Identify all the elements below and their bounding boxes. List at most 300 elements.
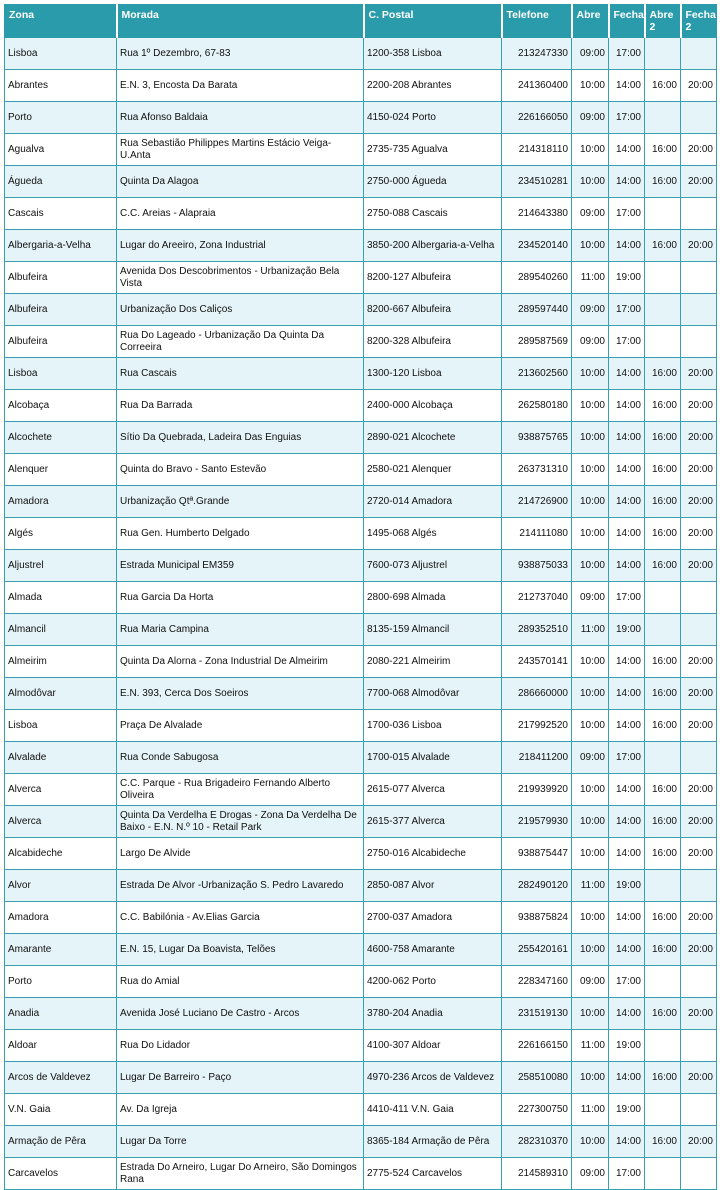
cell-morada: Urbanização Qtª.Grande [117,486,364,518]
cell-fecha-2: 20:00 [681,358,717,390]
cell-fecha-2: 20:00 [681,774,717,806]
cell-codigo-postal: 2750-016 Alcabideche [364,838,502,870]
cell-abre-2: 16:00 [645,1126,681,1158]
cell-abre: 10:00 [572,230,609,262]
table-row [5,582,717,614]
cell-morada: Quinta Da Verdelha E Drogas - Zona Da Verdelha De Baixo - E.N. N.º 10 - Retail Park [117,806,364,838]
cell-fecha: 17:00 [609,1158,645,1190]
cell-zona: Almeirim [5,646,117,678]
cell-abre-2: 16:00 [645,70,681,102]
cell-morada: Avenida Dos Descobrimentos - Urbanização Bela Vista [117,262,364,294]
cell-abre-2: 16:00 [645,646,681,678]
cell-morada: E.N. 3, Encosta Da Barata [117,70,364,102]
cell-abre-2: 16:00 [645,838,681,870]
cell-fecha-2: 20:00 [681,166,717,198]
cell-codigo-postal: 2890-021 Alcochete [364,422,502,454]
cell-codigo-postal: 4100-307 Aldoar [364,1030,502,1062]
cell-telefone: 213247330 [502,38,572,70]
cell-zona: Albufeira [5,262,117,294]
cell-morada: Rua Afonso Baldaia [117,102,364,134]
table-body [5,38,717,1190]
cell-morada: Quinta Da Alorna - Zona Industrial De Almeirim [117,646,364,678]
cell-abre: 09:00 [572,198,609,230]
cell-zona: Amarante [5,934,117,966]
cell-codigo-postal: 2750-088 Cascais [364,198,502,230]
cell-telefone: 214318110 [502,134,572,166]
cell-abre: 10:00 [572,550,609,582]
header-abre-2: Abre 2 [645,5,681,38]
cell-zona: Almancil [5,614,117,646]
cell-morada: Estrada De Alvor -Urbanização S. Pedro Lavaredo [117,870,364,902]
cell-morada: Rua Conde Sabugosa [117,742,364,774]
cell-telefone: 289587569 [502,326,572,358]
cell-morada: E.N. 393, Cerca Dos Soeiros [117,678,364,710]
cell-codigo-postal: 2850-087 Alvor [364,870,502,902]
cell-fecha-2: 20:00 [681,838,717,870]
cell-fecha: 14:00 [609,902,645,934]
cell-morada: Rua Do Lidador [117,1030,364,1062]
cell-fecha: 14:00 [609,134,645,166]
cell-abre: 10:00 [572,806,609,838]
table-row [5,198,717,230]
cell-telefone: 938875765 [502,422,572,454]
cell-codigo-postal: 2720-014 Amadora [364,486,502,518]
cell-codigo-postal: 1700-015 Alvalade [364,742,502,774]
table-row [5,678,717,710]
cell-abre: 10:00 [572,678,609,710]
cell-abre: 10:00 [572,998,609,1030]
cell-fecha-2: 20:00 [681,934,717,966]
cell-telefone: 227300750 [502,1094,572,1126]
cell-fecha: 14:00 [609,550,645,582]
cell-telefone: 234520140 [502,230,572,262]
cell-telefone: 243570141 [502,646,572,678]
cell-morada: Rua Gen. Humberto Delgado [117,518,364,550]
table-row [5,806,717,838]
cell-codigo-postal: 2615-377 Alverca [364,806,502,838]
cell-abre-2: 16:00 [645,550,681,582]
cell-abre: 10:00 [572,166,609,198]
cell-codigo-postal: 4410-411 V.N. Gaia [364,1094,502,1126]
cell-codigo-postal: 8200-127 Albufeira [364,262,502,294]
table-row [5,102,717,134]
cell-telefone: 217992520 [502,710,572,742]
cell-fecha: 14:00 [609,486,645,518]
cell-abre: 10:00 [572,934,609,966]
cell-abre: 10:00 [572,1126,609,1158]
cell-fecha-2: 20:00 [681,806,717,838]
cell-abre: 10:00 [572,710,609,742]
cell-abre: 09:00 [572,326,609,358]
table-row [5,1030,717,1062]
cell-zona: V.N. Gaia [5,1094,117,1126]
table-row [5,742,717,774]
header-zona: Zona [5,5,117,38]
cell-fecha: 19:00 [609,1030,645,1062]
cell-telefone: 938875447 [502,838,572,870]
cell-telefone: 289352510 [502,614,572,646]
cell-morada: Lugar do Areeiro, Zona Industrial [117,230,364,262]
cell-fecha-2: 20:00 [681,1062,717,1094]
cell-morada: Rua Da Barrada [117,390,364,422]
cell-abre: 11:00 [572,614,609,646]
cell-morada: Rua do Amial [117,966,364,998]
cell-zona: Albufeira [5,326,117,358]
cell-fecha: 14:00 [609,806,645,838]
cell-abre: 10:00 [572,518,609,550]
cell-abre: 10:00 [572,838,609,870]
cell-zona: Lisboa [5,38,117,70]
cell-zona: Agualva [5,134,117,166]
cell-morada: Quinta Da Alagoa [117,166,364,198]
cell-fecha: 19:00 [609,1094,645,1126]
table-row [5,326,717,358]
table-row [5,70,717,102]
cell-morada: Avenida José Luciano De Castro - Arcos [117,998,364,1030]
cell-fecha-2 [681,966,717,998]
cell-fecha-2: 20:00 [681,390,717,422]
cell-zona: Anadia [5,998,117,1030]
cell-fecha: 17:00 [609,294,645,326]
cell-abre-2 [645,582,681,614]
cell-abre-2: 16:00 [645,998,681,1030]
cell-morada: Rua Maria Campina [117,614,364,646]
header-morada: Morada [117,5,364,38]
cell-fecha-2: 20:00 [681,230,717,262]
table-row [5,998,717,1030]
cell-fecha: 17:00 [609,326,645,358]
cell-morada: C.C. Babilónia - Av.Elias Garcia [117,902,364,934]
cell-fecha: 14:00 [609,998,645,1030]
cell-abre: 09:00 [572,1158,609,1190]
cell-fecha: 17:00 [609,102,645,134]
cell-zona: Lisboa [5,358,117,390]
cell-zona: Amadora [5,902,117,934]
cell-fecha-2: 20:00 [681,710,717,742]
cell-fecha-2: 20:00 [681,454,717,486]
cell-abre-2: 16:00 [645,678,681,710]
cell-codigo-postal: 3780-204 Anadia [364,998,502,1030]
table-row [5,262,717,294]
table-row [5,838,717,870]
table-row [5,486,717,518]
cell-morada: Urbanização Dos Caliços [117,294,364,326]
cell-codigo-postal: 4600-758 Amarante [364,934,502,966]
cell-abre-2: 16:00 [645,710,681,742]
cell-abre-2 [645,326,681,358]
cell-telefone: 219939920 [502,774,572,806]
cell-telefone: 258510080 [502,1062,572,1094]
cell-abre-2: 16:00 [645,1062,681,1094]
table-row [5,454,717,486]
table-row [5,390,717,422]
cell-codigo-postal: 8200-667 Albufeira [364,294,502,326]
cell-telefone: 213602560 [502,358,572,390]
cell-telefone: 212737040 [502,582,572,614]
cell-fecha: 17:00 [609,38,645,70]
cell-abre-2: 16:00 [645,358,681,390]
cell-telefone: 263731310 [502,454,572,486]
cell-fecha: 14:00 [609,70,645,102]
cell-fecha: 19:00 [609,262,645,294]
cell-codigo-postal: 1200-358 Lisboa [364,38,502,70]
cell-fecha: 19:00 [609,870,645,902]
table-row [5,774,717,806]
header-fecha-2: Fecha 2 [681,5,717,38]
cell-zona: Alvor [5,870,117,902]
cell-morada: Estrada Do Arneiro, Lugar Do Arneiro, São Domingos Rana [117,1158,364,1190]
cell-abre: 10:00 [572,358,609,390]
table-row [5,1094,717,1126]
cell-abre: 10:00 [572,70,609,102]
cell-fecha: 14:00 [609,710,645,742]
header-codigo-postal: C. Postal [364,5,502,38]
cell-abre-2: 16:00 [645,390,681,422]
table-row [5,646,717,678]
cell-codigo-postal: 3850-200 Albergaria-a-Velha [364,230,502,262]
cell-abre: 10:00 [572,390,609,422]
cell-abre: 11:00 [572,262,609,294]
cell-abre: 09:00 [572,38,609,70]
cell-fecha-2: 20:00 [681,486,717,518]
cell-zona: Cascais [5,198,117,230]
store-locations-table [4,4,717,1190]
cell-telefone: 289597440 [502,294,572,326]
cell-fecha: 17:00 [609,966,645,998]
cell-morada: E.N. 15, Lugar Da Boavista, Telões [117,934,364,966]
cell-fecha: 14:00 [609,678,645,710]
cell-morada: Rua Garcia Da Horta [117,582,364,614]
cell-fecha: 14:00 [609,774,645,806]
cell-codigo-postal: 2775-524 Carcavelos [364,1158,502,1190]
cell-fecha-2 [681,614,717,646]
cell-fecha-2: 20:00 [681,422,717,454]
cell-abre: 10:00 [572,134,609,166]
cell-telefone: 214726900 [502,486,572,518]
cell-codigo-postal: 1700-036 Lisboa [364,710,502,742]
cell-fecha: 14:00 [609,454,645,486]
cell-fecha: 14:00 [609,838,645,870]
cell-fecha-2 [681,326,717,358]
cell-abre: 10:00 [572,422,609,454]
cell-zona: Alcochete [5,422,117,454]
header-fecha: Fecha [609,5,645,38]
cell-fecha: 14:00 [609,230,645,262]
cell-morada: Rua Cascais [117,358,364,390]
cell-telefone: 218411200 [502,742,572,774]
cell-abre: 09:00 [572,102,609,134]
cell-codigo-postal: 2735-735 Agualva [364,134,502,166]
cell-codigo-postal: 2080-221 Almeirim [364,646,502,678]
cell-codigo-postal: 8135-159 Almancil [364,614,502,646]
cell-zona: Amadora [5,486,117,518]
cell-abre: 11:00 [572,870,609,902]
cell-fecha: 14:00 [609,934,645,966]
cell-fecha-2: 20:00 [681,518,717,550]
cell-abre-2: 16:00 [645,934,681,966]
cell-abre-2 [645,198,681,230]
cell-abre: 11:00 [572,1030,609,1062]
table-row [5,1062,717,1094]
table-row [5,38,717,70]
cell-abre-2: 16:00 [645,166,681,198]
cell-fecha-2 [681,198,717,230]
cell-zona: Porto [5,102,117,134]
cell-abre: 09:00 [572,742,609,774]
cell-zona: Lisboa [5,710,117,742]
cell-telefone: 214643380 [502,198,572,230]
cell-zona: Abrantes [5,70,117,102]
cell-fecha: 14:00 [609,358,645,390]
cell-abre: 10:00 [572,486,609,518]
table-header [5,5,717,38]
cell-zona: Algés [5,518,117,550]
cell-fecha: 14:00 [609,390,645,422]
cell-fecha-2: 20:00 [681,998,717,1030]
cell-zona: Águeda [5,166,117,198]
header-row [5,5,717,38]
cell-telefone: 282310370 [502,1126,572,1158]
cell-zona: Almada [5,582,117,614]
cell-fecha-2: 20:00 [681,550,717,582]
table-row [5,614,717,646]
table-row [5,134,717,166]
cell-abre-2 [645,1158,681,1190]
cell-abre: 10:00 [572,774,609,806]
table-row [5,902,717,934]
cell-fecha-2: 20:00 [681,134,717,166]
cell-zona: Alcabideche [5,838,117,870]
cell-abre: 11:00 [572,1094,609,1126]
table-row [5,422,717,454]
cell-fecha-2 [681,294,717,326]
cell-abre-2 [645,614,681,646]
header-telefone: Telefone [502,5,572,38]
table-row [5,1126,717,1158]
cell-abre-2: 16:00 [645,230,681,262]
cell-abre-2 [645,102,681,134]
cell-telefone: 214589310 [502,1158,572,1190]
cell-fecha: 19:00 [609,614,645,646]
cell-fecha-2 [681,1094,717,1126]
cell-codigo-postal: 4200-062 Porto [364,966,502,998]
cell-abre-2 [645,870,681,902]
cell-telefone: 226166150 [502,1030,572,1062]
cell-fecha: 17:00 [609,582,645,614]
table-row [5,294,717,326]
cell-fecha-2 [681,1158,717,1190]
cell-codigo-postal: 2580-021 Alenquer [364,454,502,486]
cell-abre-2 [645,294,681,326]
cell-fecha-2: 20:00 [681,646,717,678]
cell-abre: 09:00 [572,294,609,326]
cell-fecha-2 [681,262,717,294]
cell-zona: Porto [5,966,117,998]
cell-fecha: 14:00 [609,1126,645,1158]
cell-fecha-2: 20:00 [681,902,717,934]
cell-morada: Av. Da Igreja [117,1094,364,1126]
cell-codigo-postal: 2750-000 Águeda [364,166,502,198]
table-row [5,166,717,198]
cell-abre: 09:00 [572,582,609,614]
cell-telefone: 228347160 [502,966,572,998]
cell-codigo-postal: 8365-184 Armação de Pêra [364,1126,502,1158]
table-row [5,966,717,998]
table-row [5,1158,717,1190]
cell-zona: Alcobaça [5,390,117,422]
cell-codigo-postal: 1495-068 Algés [364,518,502,550]
cell-fecha: 17:00 [609,742,645,774]
cell-abre-2: 16:00 [645,454,681,486]
cell-codigo-postal: 2700-037 Amadora [364,902,502,934]
cell-telefone: 255420161 [502,934,572,966]
cell-fecha-2 [681,870,717,902]
cell-zona: Alenquer [5,454,117,486]
cell-abre-2: 16:00 [645,518,681,550]
cell-morada: Praça De Alvalade [117,710,364,742]
cell-telefone: 231519130 [502,998,572,1030]
cell-telefone: 241360400 [502,70,572,102]
cell-telefone: 282490120 [502,870,572,902]
cell-codigo-postal: 2400-000 Alcobaça [364,390,502,422]
cell-abre-2: 16:00 [645,422,681,454]
table-row [5,934,717,966]
cell-fecha: 14:00 [609,518,645,550]
cell-fecha-2 [681,102,717,134]
cell-fecha: 14:00 [609,646,645,678]
cell-abre-2: 16:00 [645,134,681,166]
cell-abre: 10:00 [572,454,609,486]
cell-abre: 10:00 [572,902,609,934]
header-abre: Abre [572,5,609,38]
table-row [5,710,717,742]
cell-codigo-postal: 4970-236 Arcos de Valdevez [364,1062,502,1094]
cell-codigo-postal: 4150-024 Porto [364,102,502,134]
cell-telefone: 262580180 [502,390,572,422]
cell-abre-2 [645,1030,681,1062]
cell-zona: Carcavelos [5,1158,117,1190]
cell-abre-2 [645,742,681,774]
cell-zona: Almodôvar [5,678,117,710]
cell-zona: Aljustrel [5,550,117,582]
cell-abre-2 [645,262,681,294]
cell-zona: Alverca [5,774,117,806]
table-row [5,870,717,902]
table-row [5,230,717,262]
cell-abre-2: 16:00 [645,774,681,806]
cell-fecha: 14:00 [609,166,645,198]
cell-abre-2: 16:00 [645,806,681,838]
cell-zona: Alverca [5,806,117,838]
cell-fecha-2 [681,38,717,70]
cell-codigo-postal: 2615-077 Alverca [364,774,502,806]
cell-telefone: 234510281 [502,166,572,198]
cell-morada: C.C. Parque - Rua Brigadeiro Fernando Alberto Oliveira [117,774,364,806]
cell-abre: 10:00 [572,646,609,678]
cell-morada: Rua Sebastião Philippes Martins Estácio Veiga-U.Anta [117,134,364,166]
cell-telefone: 286660000 [502,678,572,710]
cell-fecha-2: 20:00 [681,70,717,102]
cell-abre-2: 16:00 [645,902,681,934]
cell-fecha-2: 20:00 [681,1126,717,1158]
cell-morada: Lugar De Barreiro - Paço [117,1062,364,1094]
cell-zona: Armação de Pêra [5,1126,117,1158]
cell-fecha-2: 20:00 [681,678,717,710]
cell-morada: Rua Do Lageado - Urbanização Da Quinta Da Correeira [117,326,364,358]
cell-codigo-postal: 2200-208 Abrantes [364,70,502,102]
cell-fecha-2 [681,1030,717,1062]
cell-codigo-postal: 7700-068 Almodôvar [364,678,502,710]
